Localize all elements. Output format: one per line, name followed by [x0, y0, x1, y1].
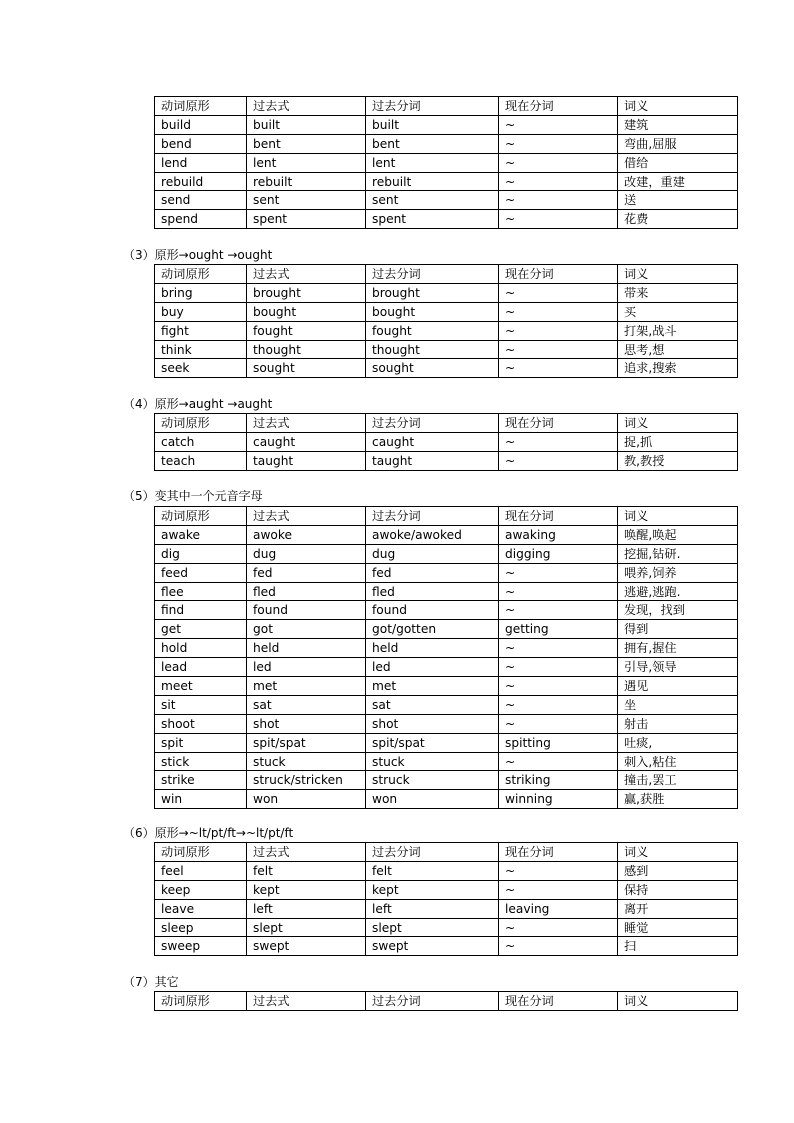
cell-base-form: hold	[155, 639, 247, 658]
section-title: （4）原形→aught →aught	[123, 397, 273, 411]
cell-past-participle: found	[366, 601, 499, 620]
cell-base-form: win	[155, 790, 247, 809]
cell-present-participle: ~	[499, 340, 618, 359]
cell-present-participle: ~	[499, 880, 618, 899]
header-present-participle: 现在分词	[499, 265, 618, 284]
cell-past-tense: won	[247, 790, 366, 809]
header-present-participle: 现在分词	[499, 992, 618, 1011]
header-base-form: 动词原形	[155, 265, 247, 284]
cell-past-tense: swept	[247, 937, 366, 956]
table-row	[155, 733, 738, 752]
cell-past-tense: taught	[247, 451, 366, 470]
cell-meaning: 坐	[618, 695, 738, 714]
cell-past-participle: lent	[366, 153, 499, 172]
cell-base-form: strike	[155, 771, 247, 790]
cell-past-tense: built	[247, 115, 366, 134]
cell-past-participle: stuck	[366, 752, 499, 771]
header-past-participle: 过去分词	[366, 97, 499, 116]
cell-base-form: bend	[155, 134, 247, 153]
cell-present-participle: ~	[499, 321, 618, 340]
cell-meaning: 扫	[618, 937, 738, 956]
table-row	[155, 321, 738, 340]
cell-meaning: 思考,想	[618, 340, 738, 359]
cell-meaning: 感到	[618, 861, 738, 880]
cell-meaning: 追求,搜索	[618, 359, 738, 378]
header-meaning: 词义	[618, 265, 738, 284]
cell-present-participle: ~	[499, 153, 618, 172]
cell-base-form: catch	[155, 432, 247, 451]
cell-past-tense: bent	[247, 134, 366, 153]
cell-meaning: 拥有,握住	[618, 639, 738, 658]
cell-past-participle: kept	[366, 880, 499, 899]
cell-past-participle: left	[366, 899, 499, 918]
cell-past-participle: met	[366, 677, 499, 696]
cell-meaning: 刺入,粘住	[618, 752, 738, 771]
table-row	[155, 582, 738, 601]
cell-past-participle: fought	[366, 321, 499, 340]
cell-meaning: 打架,战斗	[618, 321, 738, 340]
cell-past-tense: awoke	[247, 525, 366, 544]
cell-base-form: sleep	[155, 918, 247, 937]
cell-base-form: bring	[155, 283, 247, 302]
cell-past-tense: sought	[247, 359, 366, 378]
cell-base-form: meet	[155, 677, 247, 696]
header-past-tense: 过去式	[247, 507, 366, 526]
table-row	[155, 771, 738, 790]
cell-past-participle: fed	[366, 563, 499, 582]
header-meaning: 词义	[618, 414, 738, 433]
table-row	[155, 714, 738, 733]
cell-past-tense: spent	[247, 210, 366, 229]
cell-past-tense: shot	[247, 714, 366, 733]
cell-base-form: lend	[155, 153, 247, 172]
cell-past-participle: won	[366, 790, 499, 809]
verb-table	[154, 506, 738, 809]
section-title: （3）原形→ought →ought	[123, 248, 273, 262]
cell-past-tense: felt	[247, 861, 366, 880]
cell-past-tense: dug	[247, 544, 366, 563]
cell-meaning: 发现，找到	[618, 601, 738, 620]
table-row	[155, 658, 738, 677]
cell-present-participle: ~	[499, 432, 618, 451]
header-base-form: 动词原形	[155, 414, 247, 433]
cell-meaning: 捉,抓	[618, 432, 738, 451]
cell-past-participle: struck	[366, 771, 499, 790]
cell-past-tense: sent	[247, 191, 366, 210]
cell-present-participle: awaking	[499, 525, 618, 544]
table-row	[155, 790, 738, 809]
table-row	[155, 172, 738, 191]
cell-meaning: 遇见	[618, 677, 738, 696]
cell-past-tense: left	[247, 899, 366, 918]
header-meaning: 词义	[618, 507, 738, 526]
cell-past-tense: slept	[247, 918, 366, 937]
table-row	[155, 544, 738, 563]
cell-meaning: 带来	[618, 283, 738, 302]
cell-past-tense: fought	[247, 321, 366, 340]
cell-present-participle: ~	[499, 937, 618, 956]
table-row	[155, 639, 738, 658]
cell-past-tense: sat	[247, 695, 366, 714]
cell-present-participle: ~	[499, 563, 618, 582]
cell-past-tense: fed	[247, 563, 366, 582]
header-past-participle: 过去分词	[366, 265, 499, 284]
cell-past-tense: rebuilt	[247, 172, 366, 191]
cell-past-participle: sent	[366, 191, 499, 210]
cell-base-form: feed	[155, 563, 247, 582]
cell-base-form: teach	[155, 451, 247, 470]
table-row	[155, 359, 738, 378]
header-past-tense: 过去式	[247, 992, 366, 1011]
cell-base-form: stick	[155, 752, 247, 771]
cell-present-participle: ~	[499, 191, 618, 210]
cell-past-tense: held	[247, 639, 366, 658]
cell-meaning: 离开	[618, 899, 738, 918]
cell-past-participle: spit/spat	[366, 733, 499, 752]
cell-past-participle: led	[366, 658, 499, 677]
cell-present-participle: leaving	[499, 899, 618, 918]
cell-present-participle: spitting	[499, 733, 618, 752]
cell-base-form: flee	[155, 582, 247, 601]
cell-base-form: sweep	[155, 937, 247, 956]
cell-meaning: 撞击,罢工	[618, 771, 738, 790]
verb-table	[154, 264, 738, 378]
table-row	[155, 899, 738, 918]
table-row	[155, 525, 738, 544]
cell-base-form: get	[155, 620, 247, 639]
cell-past-tense: spit/spat	[247, 733, 366, 752]
cell-past-participle: sought	[366, 359, 499, 378]
header-base-form: 动词原形	[155, 843, 247, 862]
cell-base-form: keep	[155, 880, 247, 899]
header-base-form: 动词原形	[155, 507, 247, 526]
header-past-participle: 过去分词	[366, 843, 499, 862]
cell-meaning: 借给	[618, 153, 738, 172]
table-row	[155, 283, 738, 302]
table-row	[155, 880, 738, 899]
cell-present-participle: ~	[499, 283, 618, 302]
header-base-form: 动词原形	[155, 97, 247, 116]
header-present-participle: 现在分词	[499, 414, 618, 433]
table-row	[155, 677, 738, 696]
cell-past-participle: held	[366, 639, 499, 658]
cell-present-participle: ~	[499, 451, 618, 470]
table-header-row	[155, 414, 738, 433]
cell-base-form: feel	[155, 861, 247, 880]
cell-past-participle: shot	[366, 714, 499, 733]
cell-present-participle: ~	[499, 752, 618, 771]
table-row	[155, 563, 738, 582]
header-past-participle: 过去分词	[366, 507, 499, 526]
cell-past-participle: taught	[366, 451, 499, 470]
cell-past-participle: got/gotten	[366, 620, 499, 639]
cell-past-participle: built	[366, 115, 499, 134]
cell-present-participle: ~	[499, 302, 618, 321]
cell-base-form: fight	[155, 321, 247, 340]
cell-base-form: awake	[155, 525, 247, 544]
verb-table	[154, 842, 738, 956]
verb-table	[154, 413, 738, 471]
table-header-row	[155, 843, 738, 862]
table-row	[155, 302, 738, 321]
table-row	[155, 134, 738, 153]
cell-past-participle: awoke/awoked	[366, 525, 499, 544]
header-meaning: 词义	[618, 97, 738, 116]
verb-table	[154, 96, 738, 229]
cell-past-tense: lent	[247, 153, 366, 172]
cell-past-participle: rebuilt	[366, 172, 499, 191]
cell-base-form: spit	[155, 733, 247, 752]
cell-present-participle: ~	[499, 134, 618, 153]
cell-past-participle: spent	[366, 210, 499, 229]
table-row	[155, 191, 738, 210]
cell-base-form: send	[155, 191, 247, 210]
cell-meaning: 挖掘,钻研.	[618, 544, 738, 563]
table-header-row	[155, 265, 738, 284]
table-row	[155, 918, 738, 937]
header-past-tense: 过去式	[247, 265, 366, 284]
cell-past-tense: thought	[247, 340, 366, 359]
header-present-participle: 现在分词	[499, 843, 618, 862]
cell-past-participle: swept	[366, 937, 499, 956]
table-row	[155, 937, 738, 956]
header-base-form: 动词原形	[155, 992, 247, 1011]
cell-past-tense: found	[247, 601, 366, 620]
cell-meaning: 买	[618, 302, 738, 321]
cell-past-tense: struck/stricken	[247, 771, 366, 790]
header-past-tense: 过去式	[247, 97, 366, 116]
header-past-participle: 过去分词	[366, 414, 499, 433]
cell-past-tense: met	[247, 677, 366, 696]
cell-meaning: 花费	[618, 210, 738, 229]
table-row	[155, 451, 738, 470]
header-present-participle: 现在分词	[499, 507, 618, 526]
cell-past-participle: thought	[366, 340, 499, 359]
cell-meaning: 唤醒,唤起	[618, 525, 738, 544]
cell-meaning: 保持	[618, 880, 738, 899]
header-present-participle: 现在分词	[499, 97, 618, 116]
cell-meaning: 逃避,逃跑.	[618, 582, 738, 601]
cell-present-participle: ~	[499, 172, 618, 191]
cell-present-participle: ~	[499, 582, 618, 601]
cell-meaning: 喂养,饲养	[618, 563, 738, 582]
cell-meaning: 弯曲,屈服	[618, 134, 738, 153]
cell-present-participle: ~	[499, 359, 618, 378]
cell-base-form: spend	[155, 210, 247, 229]
cell-base-form: seek	[155, 359, 247, 378]
cell-base-form: leave	[155, 899, 247, 918]
cell-present-participle: ~	[499, 115, 618, 134]
cell-present-participle: digging	[499, 544, 618, 563]
table-header-row	[155, 97, 738, 116]
section-title: （7）其它	[123, 975, 179, 989]
table-row	[155, 432, 738, 451]
cell-present-participle: getting	[499, 620, 618, 639]
cell-past-tense: brought	[247, 283, 366, 302]
cell-past-tense: got	[247, 620, 366, 639]
cell-past-tense: bought	[247, 302, 366, 321]
cell-base-form: dig	[155, 544, 247, 563]
table-row	[155, 210, 738, 229]
cell-past-participle: bent	[366, 134, 499, 153]
cell-present-participle: striking	[499, 771, 618, 790]
cell-base-form: buy	[155, 302, 247, 321]
table-row	[155, 340, 738, 359]
cell-base-form: think	[155, 340, 247, 359]
cell-base-form: sit	[155, 695, 247, 714]
cell-meaning: 送	[618, 191, 738, 210]
table-row	[155, 153, 738, 172]
cell-meaning: 射击	[618, 714, 738, 733]
cell-past-participle: slept	[366, 918, 499, 937]
table-row	[155, 752, 738, 771]
cell-past-participle: sat	[366, 695, 499, 714]
cell-meaning: 建筑	[618, 115, 738, 134]
cell-base-form: find	[155, 601, 247, 620]
cell-meaning: 引导,领导	[618, 658, 738, 677]
verb-table	[154, 991, 738, 1011]
cell-present-participle: ~	[499, 918, 618, 937]
cell-present-participle: ~	[499, 861, 618, 880]
table-row	[155, 115, 738, 134]
cell-present-participle: ~	[499, 639, 618, 658]
table-header-row	[155, 992, 738, 1011]
header-past-tense: 过去式	[247, 414, 366, 433]
cell-base-form: build	[155, 115, 247, 134]
table-row	[155, 620, 738, 639]
cell-meaning: 得到	[618, 620, 738, 639]
cell-past-tense: fled	[247, 582, 366, 601]
cell-base-form: lead	[155, 658, 247, 677]
cell-past-participle: caught	[366, 432, 499, 451]
cell-past-tense: led	[247, 658, 366, 677]
cell-present-participle: ~	[499, 658, 618, 677]
cell-present-participle: ~	[499, 210, 618, 229]
cell-present-participle: ~	[499, 601, 618, 620]
table-row	[155, 861, 738, 880]
cell-past-tense: stuck	[247, 752, 366, 771]
header-past-participle: 过去分词	[366, 992, 499, 1011]
header-past-tense: 过去式	[247, 843, 366, 862]
cell-base-form: rebuild	[155, 172, 247, 191]
cell-present-participle: ~	[499, 714, 618, 733]
cell-past-participle: dug	[366, 544, 499, 563]
cell-base-form: shoot	[155, 714, 247, 733]
cell-past-participle: brought	[366, 283, 499, 302]
cell-past-participle: bought	[366, 302, 499, 321]
cell-present-participle: ~	[499, 677, 618, 696]
table-header-row	[155, 507, 738, 526]
cell-present-participle: ~	[499, 695, 618, 714]
cell-meaning: 吐痰,	[618, 733, 738, 752]
cell-present-participle: winning	[499, 790, 618, 809]
table-row	[155, 601, 738, 620]
table-row	[155, 695, 738, 714]
cell-meaning: 教,教授	[618, 451, 738, 470]
cell-meaning: 赢,获胜	[618, 790, 738, 809]
cell-past-tense: caught	[247, 432, 366, 451]
cell-meaning: 改建，重建	[618, 172, 738, 191]
cell-meaning: 睡觉	[618, 918, 738, 937]
header-meaning: 词义	[618, 843, 738, 862]
section-title: （6）原形→~lt/pt/ft→~lt/pt/ft	[123, 826, 294, 840]
cell-past-tense: kept	[247, 880, 366, 899]
cell-past-participle: felt	[366, 861, 499, 880]
section-title: （5）变其中一个元音字母	[123, 489, 263, 503]
header-meaning: 词义	[618, 992, 738, 1011]
cell-past-participle: fled	[366, 582, 499, 601]
